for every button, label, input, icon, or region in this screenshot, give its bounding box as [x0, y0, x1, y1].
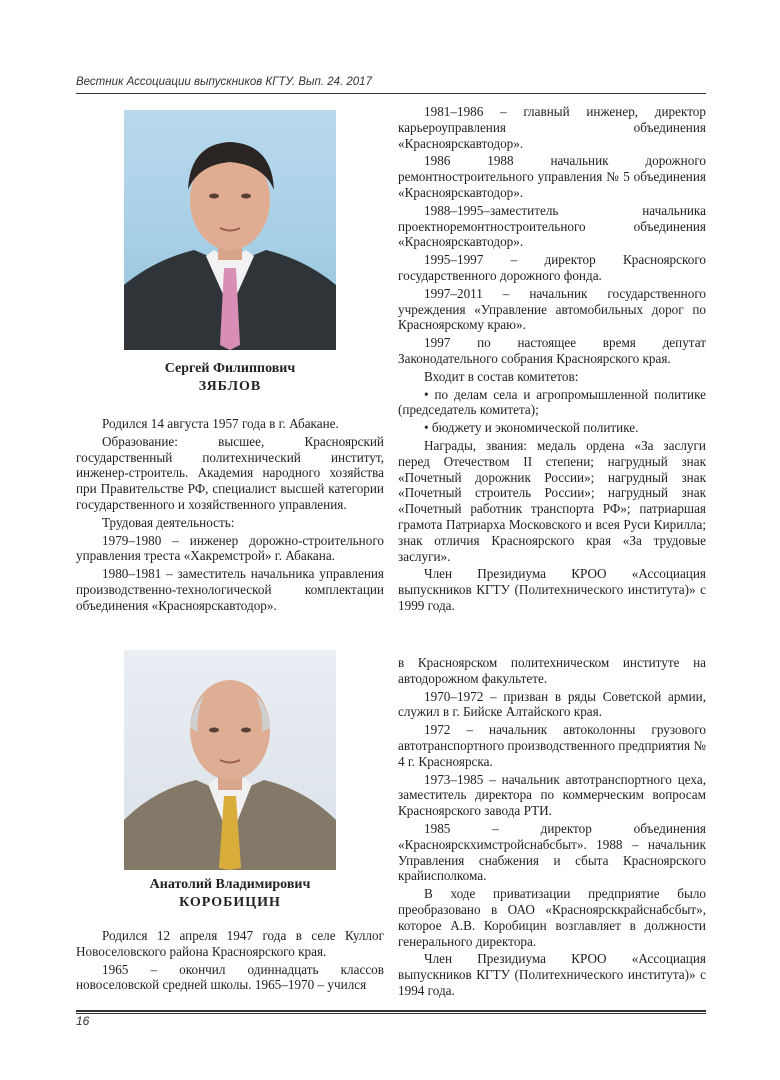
bio-paragraph: 1979–1980 – инженер дорожно-строительного управления треста «Хакремстрой» г. Абакана.	[76, 532, 384, 564]
header-rule	[76, 93, 706, 94]
bio-paragraph: 1997–2011 – начальник государственного учреждения «Управление автомобильных дорог по Красноярскому краю».	[398, 285, 706, 333]
portrait-photo-zyablov	[124, 110, 336, 350]
bio-bullet: • по делам села и агропромышленной политике (председатель комитета);	[398, 386, 706, 418]
bio-paragraph: Родился 14 августа 1957 года в г. Абакане.	[102, 416, 339, 431]
bio-paragraph: Член Президиума КРОО «Ассоциация выпускников КГТУ (Политехнического института)» с 1994 года.	[398, 951, 706, 998]
bio-paragraph: 1973–1985 – начальник автотранспортного цеха, заместитель директора по коммерческим вопросам Красноярского завода РТИ.	[398, 771, 706, 819]
bio-paragraph: 1997 по настоящее время депутат Законодательного собрания Красноярского края.	[398, 335, 706, 366]
bio-paragraph: 1986 1988 начальник дорожного ремонтностроительного управления № 5 объединения «Красноярскавтодор».	[398, 153, 706, 200]
surname: КОРОБИЦИН	[179, 895, 281, 910]
footer-rule-thin	[76, 1013, 706, 1014]
bio-paragraph: В ходе приватизации предприятие было преобразовано в ОАО «Красноярсккрайснабсбыт», которое А.В. Коробицин возглавляет в должности генерального директора.	[398, 886, 706, 949]
bio-paragraph: 1981–1986 – главный инженер, директор карьероуправления объединения «Красноярскавтодор».	[398, 104, 706, 151]
footer-rule	[76, 1010, 706, 1012]
bio-paragraph: Родился 12 апреля 1947 года в селе Куллог Новоселовского района Красноярского края.	[76, 928, 384, 959]
running-header: Вестник Ассоциации выпускников КГТУ. Вып. 24. 2017	[76, 76, 372, 88]
name-block-korobitsin	[124, 876, 336, 912]
bio-paragraph: в Красноярском политехническом институте на автодорожном факультете.	[398, 655, 706, 686]
bio-paragraph: 1980–1981 – заместитель начальника управления производственно-технологической комплектации объединения «Красноярскавтодор».	[76, 566, 384, 613]
bio-paragraph: Награды, звания: медаль ордена «За заслуги перед Отечеством II степени; нагрудный знак «Почетный дорожник России»; нагрудный знак «Почетный строитель России»; нагрудный знак «Почетный работник транспорта РФ»; патриаршая грамота Патриарха Московского и всея Руси Кирилла; знак отличия Красноярского края «За трудовые заслуги».	[398, 437, 706, 564]
page-number: 16	[76, 1014, 90, 1028]
bio-paragraph: 1972 – начальник автоколонны грузового автотранспортного производственного предприятия № 4 г. Красноярска.	[398, 722, 706, 769]
given-names: Анатолий Владимирович	[149, 877, 311, 892]
bio-paragraph: Образование: высшее, Красноярский государственный политехнический институт, инженер-строитель. Академия народного хозяйства при Правительстве РФ, специалист высшей категории государственного и хозяйственного управления.	[76, 433, 384, 512]
bio-bullet: • бюджету и экономической политике.	[424, 420, 639, 436]
bio-paragraph: Член Президиума КРОО «Ассоциация выпускников КГТУ (Политехнического института)» с 1999 года.	[398, 566, 706, 613]
bio-column-right-1	[398, 104, 706, 616]
bio-paragraph: 1970–1972 – призван в ряды Советской армии, служил в г. Бийске Алтайского края.	[398, 688, 706, 720]
bio-column-right-2	[398, 655, 706, 1001]
bio-paragraph: 1995–1997 – директор Красноярского государственного дорожного фонда.	[398, 252, 706, 283]
bio-paragraph: Трудовая деятельность:	[102, 514, 235, 530]
bio-paragraph: 1988–1995–заместитель начальника проектноремонтностроительного объединения «Красноярскавтодор».	[398, 202, 706, 250]
given-names: Сергей Филиппович	[164, 361, 296, 376]
bio-paragraph: 1965 – окончил одиннадцать классов новоселовской средней школы. 1965–1970 – учился	[76, 961, 384, 993]
bio-column-left-1	[76, 416, 384, 616]
surname: ЗЯБЛОВ	[198, 379, 262, 394]
portrait-photo-korobitsin	[124, 650, 336, 870]
bio-column-left-2	[76, 928, 384, 995]
bio-paragraph: 1985 – директор объединения «Красноярскхимстройснабсбыт». 1988 – начальник Управления снабжения и сбыта Красноярского крайисполкома.	[398, 820, 706, 884]
name-block-zyablov	[124, 360, 336, 396]
bio-paragraph: Входит в состав комитетов:	[424, 368, 579, 384]
